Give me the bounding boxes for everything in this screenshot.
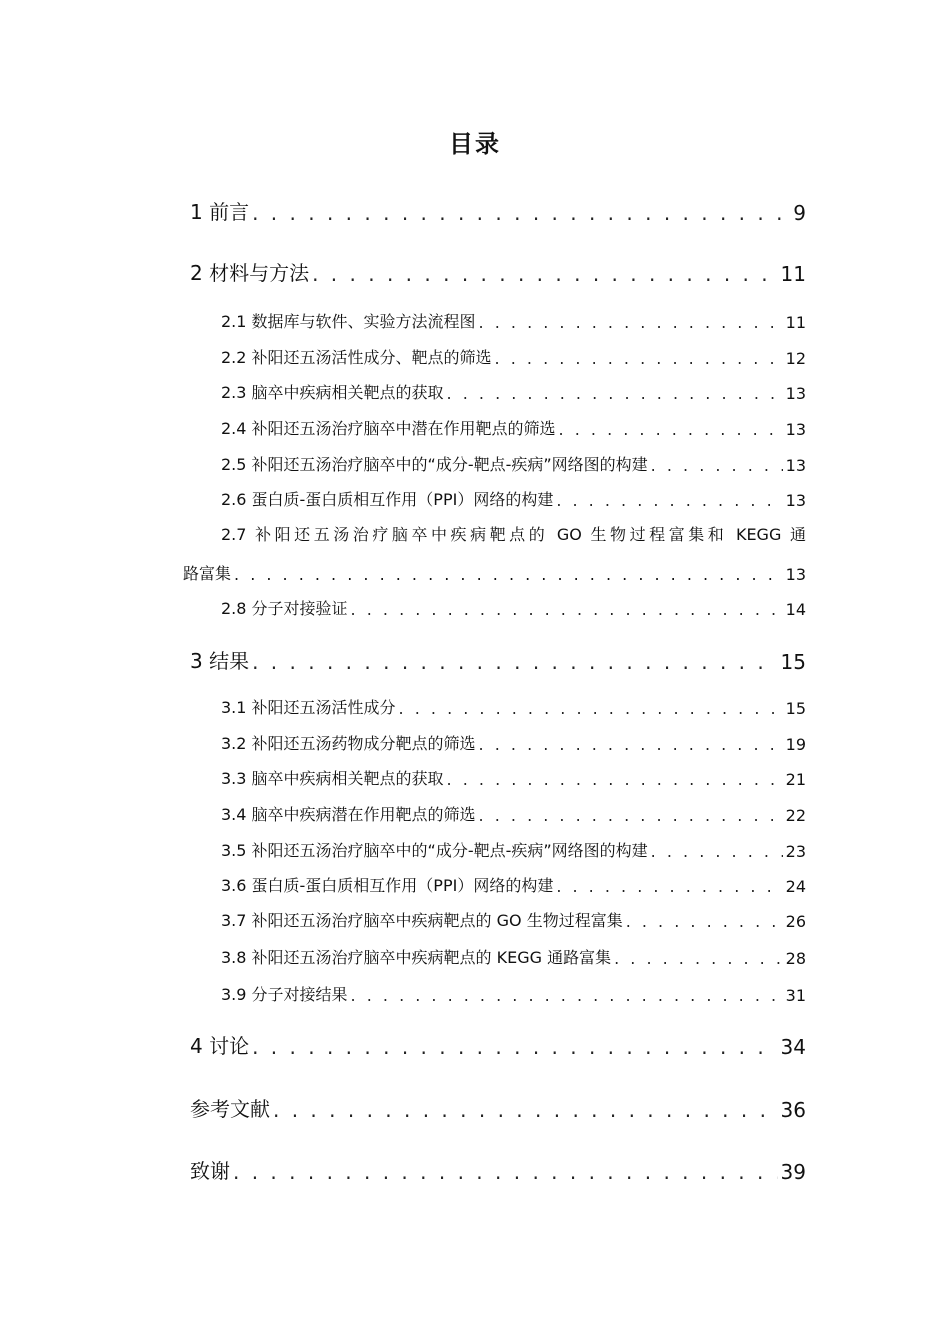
toc-entry-label: 3 结果 xyxy=(190,649,250,673)
toc-entry-label: 2.3 脑卒中疾病相关靶点的获取 xyxy=(221,383,444,402)
toc-entry-2-2[interactable] xyxy=(221,345,806,368)
dot-leader xyxy=(273,1098,778,1122)
toc-entry-page: 13 xyxy=(785,565,806,584)
dot-leader xyxy=(479,735,783,754)
toc-entry-label: 2.5 补阳还五汤治疗脑卒中的“成分-靶点-疾病”网络图的构建 xyxy=(221,455,648,474)
dot-leader xyxy=(626,912,783,931)
dot-leader xyxy=(252,1035,777,1059)
dot-leader xyxy=(614,949,783,968)
toc-entry-2-3[interactable] xyxy=(221,380,806,403)
toc-entry-page: 14 xyxy=(785,600,806,619)
toc-entry-page: 22 xyxy=(785,806,806,825)
dot-leader xyxy=(479,806,783,825)
dot-leader xyxy=(556,877,782,896)
toc-entry-page: 13 xyxy=(785,456,806,475)
toc-entry-label: 3.9 分子对接结果 xyxy=(221,985,348,1004)
dot-leader xyxy=(351,986,783,1005)
toc-entry-1[interactable] xyxy=(190,196,806,225)
toc-entry-label: 3.4 脑卒中疾病潜在作用靶点的筛选 xyxy=(221,805,476,824)
toc-entry-2[interactable] xyxy=(190,257,806,286)
toc-entry-page: 15 xyxy=(785,699,806,718)
toc-entry-3-6[interactable] xyxy=(221,873,806,896)
toc-entry-page: 36 xyxy=(780,1098,806,1122)
toc-entry-page: 28 xyxy=(785,949,806,968)
toc-entry-page: 39 xyxy=(780,1160,806,1184)
toc-entry-label: 3.7 补阳还五汤治疗脑卒中疾病靶点的 GO 生物过程富集 xyxy=(221,911,623,930)
toc-entry-2-7-line1[interactable]: 2.7 补阳还五汤治疗脑卒中疾病靶点的 GO 生物过程富集和 KEGG 通 xyxy=(221,525,806,544)
toc-entry-label: 路富集 xyxy=(183,564,232,583)
toc-entry-3-8[interactable] xyxy=(221,945,806,968)
dot-leader xyxy=(495,349,783,368)
toc-entry-3-9[interactable] xyxy=(221,982,806,1005)
toc-entry-page: 13 xyxy=(785,491,806,510)
toc-entry-3-2[interactable] xyxy=(221,731,806,754)
dot-leader xyxy=(651,842,783,861)
toc-entry-label: 2.6 蛋白质-蛋白质相互作用（PPI）网络的构建 xyxy=(221,490,554,509)
dot-leader xyxy=(233,1160,778,1184)
toc-entry-2-8[interactable] xyxy=(221,596,806,619)
toc-entry-label: 1 前言 xyxy=(190,200,250,224)
toc-entry-page: 26 xyxy=(785,912,806,931)
toc-entry-label: 2 材料与方法 xyxy=(190,261,310,285)
toc-entry-3-5[interactable] xyxy=(221,838,806,861)
toc-entry-page: 24 xyxy=(785,877,806,896)
toc-entry-3-4[interactable] xyxy=(221,802,806,825)
toc-entry-page: 11 xyxy=(785,313,806,332)
toc-title: 目录 xyxy=(449,130,501,158)
dot-leader xyxy=(252,201,790,225)
toc-entry-page: 15 xyxy=(780,650,806,674)
toc-entry-label: 3.6 蛋白质-蛋白质相互作用（PPI）网络的构建 xyxy=(221,876,554,895)
toc-entry-label: 3.3 脑卒中疾病相关靶点的获取 xyxy=(221,769,444,788)
toc-entry-label: 2.1 数据库与软件、实验方法流程图 xyxy=(221,312,476,331)
toc-entry-page: 21 xyxy=(785,770,806,789)
toc-entry-page: 19 xyxy=(785,735,806,754)
toc-entry-label: 3.1 补阳还五汤活性成分 xyxy=(221,698,396,717)
toc-entry-2-6[interactable] xyxy=(221,487,806,510)
toc-entry-label: 2.8 分子对接验证 xyxy=(221,599,348,618)
toc-entry-2-5[interactable] xyxy=(221,452,806,475)
toc-entry-label: 致谢 xyxy=(190,1159,230,1183)
toc-entry-4[interactable] xyxy=(190,1030,806,1059)
toc-entry-3-7[interactable] xyxy=(221,908,806,931)
dot-leader xyxy=(556,491,782,510)
dot-leader xyxy=(479,313,783,332)
toc-entry-page: 23 xyxy=(785,842,806,861)
dot-leader xyxy=(312,262,777,286)
toc-entry-2-1[interactable] xyxy=(221,309,806,332)
toc-entry-3[interactable] xyxy=(190,645,806,674)
toc-entry-page: 31 xyxy=(785,986,806,1005)
dot-leader xyxy=(447,384,783,403)
toc-entry-label: 3.2 补阳还五汤药物成分靶点的筛选 xyxy=(221,734,476,753)
dot-leader xyxy=(447,770,783,789)
toc-entry-page: 12 xyxy=(785,349,806,368)
toc-entry-acknowledgements[interactable] xyxy=(190,1155,806,1184)
toc-entry-page: 9 xyxy=(793,201,806,225)
toc-entry-label: 4 讨论 xyxy=(190,1034,250,1058)
toc-entry-references[interactable] xyxy=(190,1093,806,1122)
toc-entry-page: 11 xyxy=(780,262,806,286)
toc-entry-label: 2.2 补阳还五汤活性成分、靶点的筛选 xyxy=(221,348,492,367)
toc-entry-page: 13 xyxy=(785,420,806,439)
toc-entry-label: 参考文献 xyxy=(190,1097,270,1121)
toc-entry-3-3[interactable] xyxy=(221,766,806,789)
toc-entry-3-1[interactable] xyxy=(221,695,806,718)
toc-entry-label: 2.4 补阳还五汤治疗脑卒中潜在作用靶点的筛选 xyxy=(221,419,556,438)
dot-leader xyxy=(559,420,783,439)
dot-leader xyxy=(252,650,777,674)
toc-entry-page: 13 xyxy=(785,384,806,403)
dot-leader xyxy=(234,565,783,584)
dot-leader xyxy=(651,456,783,475)
toc-entry-2-4[interactable] xyxy=(221,416,806,439)
toc-entry-2-7-line2[interactable] xyxy=(183,561,806,584)
dot-leader xyxy=(351,600,783,619)
toc-entry-label: 3.5 补阳还五汤治疗脑卒中的“成分-靶点-疾病”网络图的构建 xyxy=(221,841,648,860)
toc-entry-page: 34 xyxy=(780,1035,806,1059)
dot-leader xyxy=(399,699,783,718)
toc-entry-label: 3.8 补阳还五汤治疗脑卒中疾病靶点的 KEGG 通路富集 xyxy=(221,948,612,967)
